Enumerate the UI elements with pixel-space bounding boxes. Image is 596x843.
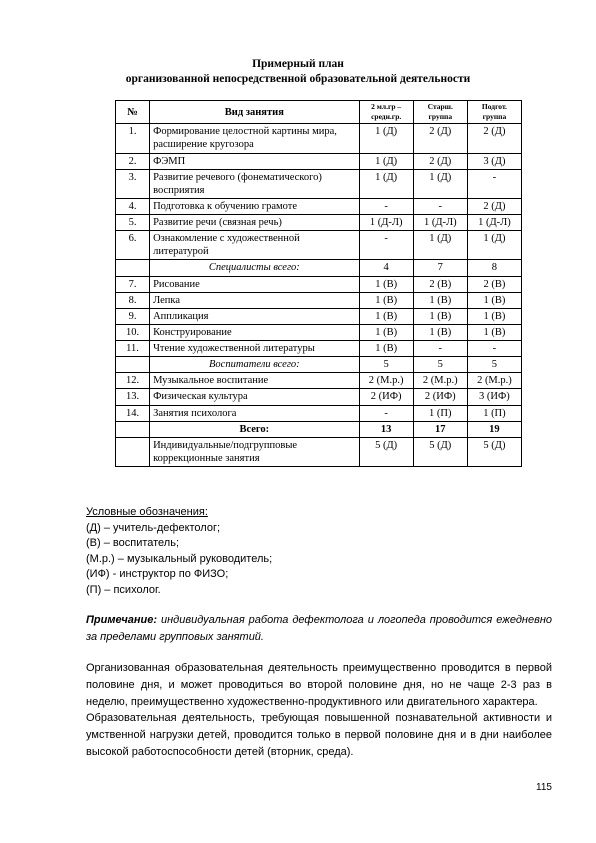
row-value: 1 (П) (467, 405, 521, 421)
row-value: - (467, 341, 521, 357)
subtotal-value: 5 (413, 357, 467, 373)
note (86, 612, 552, 646)
row-activity: Развитие речи (связная речь) (150, 215, 360, 231)
empty-cell (116, 260, 150, 276)
row-number: 4. (116, 198, 150, 214)
table-row (116, 308, 522, 324)
row-activity: Индивидуальные/подгрупповые коррекционные занятия (150, 437, 360, 466)
row-value: 5 (Д) (413, 437, 467, 466)
row-value: - (413, 198, 467, 214)
table-row (116, 169, 522, 198)
empty-cell (116, 421, 150, 437)
row-activity: Подготовка к обучению грамоте (150, 198, 360, 214)
header-preparatory: Подгот. группа (467, 101, 521, 124)
row-number: 14. (116, 405, 150, 421)
row-number: 2. (116, 153, 150, 169)
row-number: 6. (116, 231, 150, 260)
legend-item: (П) – психолог. (86, 583, 161, 596)
row-value: 2 (Д) (413, 124, 467, 153)
page-title: Примерный план (252, 58, 344, 70)
row-value: 1 (Д) (413, 169, 467, 198)
row-value: 3 (ИФ) (467, 389, 521, 405)
row-activity: Музыкальное воспитание (150, 373, 360, 389)
row-value: 1 (В) (359, 324, 413, 340)
row-value: 2 (В) (413, 276, 467, 292)
subtotal-value: 5 (359, 357, 413, 373)
row-value: 2 (Д) (413, 153, 467, 169)
row-value: 1 (В) (359, 292, 413, 308)
subtotal-label: Воспитатели всего: (150, 357, 360, 373)
row-value: - (359, 231, 413, 260)
row-value: 2 (ИФ) (359, 389, 413, 405)
subtotal-teachers-row (116, 357, 522, 373)
total-label: Всего: (150, 421, 360, 437)
row-value: 1 (В) (467, 292, 521, 308)
row-number: 9. (116, 308, 150, 324)
row-value: 1 (В) (413, 308, 467, 324)
subtotal-value: 5 (467, 357, 521, 373)
row-activity: Физическая культура (150, 389, 360, 405)
row-value: 1 (В) (359, 276, 413, 292)
page-subtitle: организованной непосредственной образовательной деятельности (125, 73, 471, 85)
total-value: 19 (467, 421, 521, 437)
subtotal-value: 7 (413, 260, 467, 276)
row-number: 12. (116, 373, 150, 389)
row-value: 1 (В) (359, 341, 413, 357)
row-value: 1 (Д) (359, 124, 413, 153)
row-number: 8. (116, 292, 150, 308)
table-row (116, 231, 522, 260)
paragraph: Образовательная деятельность, требующая повышенной познавательной активности и умственной нагрузки детей, проводится только в первой половине дня и в дни наиболее высокой работоспособности детей (вторник, среда). (86, 712, 552, 758)
row-value: 1 (Д-Л) (413, 215, 467, 231)
row-value: 1 (Д) (467, 231, 521, 260)
row-activity: Формирование целостной картины мира, расширение кругозора (150, 124, 360, 153)
row-value: 1 (Д-Л) (467, 215, 521, 231)
row-value: 5 (Д) (467, 437, 521, 466)
row-activity: Чтение художественной литературы (150, 341, 360, 357)
total-value: 13 (359, 421, 413, 437)
row-number: 11. (116, 341, 150, 357)
row-value: 1 (Д) (359, 169, 413, 198)
activity-plan-table (115, 100, 522, 467)
legend-item: (Д) – учитель-дефектолог; (86, 521, 221, 534)
subtotal-specialists-row (116, 260, 522, 276)
page-number: 115 (536, 782, 552, 793)
row-value: 1 (В) (467, 308, 521, 324)
header-senior: Старш. группа (413, 101, 467, 124)
header-activity: Вид занятия (150, 101, 360, 124)
row-value: 1 (Д) (359, 153, 413, 169)
table-row (116, 292, 522, 308)
note-label: Примечание: (86, 614, 158, 626)
row-value: 1 (В) (413, 292, 467, 308)
table-row (116, 389, 522, 405)
empty-cell (116, 357, 150, 373)
legend-item: (В) – воспитатель; (86, 537, 179, 549)
row-value: 3 (Д) (467, 153, 521, 169)
table-row (116, 405, 522, 421)
row-activity: Рисование (150, 276, 360, 292)
row-activity: Конструирование (150, 324, 360, 340)
row-value: 5 (Д) (359, 437, 413, 466)
total-row (116, 421, 522, 437)
table-header-row (116, 101, 522, 124)
table-row (116, 341, 522, 357)
row-value: 2 (М.р.) (467, 373, 521, 389)
row-activity: Занятия психолога (150, 405, 360, 421)
header-number: № (116, 101, 150, 124)
paragraph: Организованная образовательная деятельность преимущественно проводится в первой половине дня, и может проводиться во второй половине дня, но не чаще 2-3 раз в неделю, преимущественно художественно-продуктивного или двигательного характера. (86, 662, 552, 708)
row-value: - (467, 169, 521, 198)
table-row (116, 198, 522, 214)
subtotal-value: 8 (467, 260, 521, 276)
table-row (116, 324, 522, 340)
note-text: индивидуальная работа дефектолога и логопеда проводится ежедневно за пределами групповых занятий. (86, 614, 552, 643)
row-activity: Аппликация (150, 308, 360, 324)
subtotal-value: 4 (359, 260, 413, 276)
row-value: 2 (Д) (467, 124, 521, 153)
row-value: 2 (М.р.) (413, 373, 467, 389)
table-row (116, 276, 522, 292)
row-number: 10. (116, 324, 150, 340)
row-value: 1 (П) (413, 405, 467, 421)
legend-item: (М.р.) – музыкальный руководитель; (86, 552, 273, 565)
row-value: 1 (Д) (413, 231, 467, 260)
row-number: 7. (116, 276, 150, 292)
row-number: 13. (116, 389, 150, 405)
header-junior-middle: 2 мл.гр – средн.гр. (359, 101, 413, 124)
row-number: 1. (116, 124, 150, 153)
table-row (116, 373, 522, 389)
row-value: - (359, 198, 413, 214)
row-value: 1 (В) (413, 324, 467, 340)
empty-cell (116, 437, 150, 466)
row-value: 1 (В) (359, 308, 413, 324)
row-value: 2 (Д) (467, 198, 521, 214)
table-row (116, 215, 522, 231)
row-value: 1 (В) (467, 324, 521, 340)
total-value: 17 (413, 421, 467, 437)
legend-item: (ИФ) - инструктор по ФИЗО; (86, 568, 229, 580)
row-value: 1 (Д-Л) (359, 215, 413, 231)
row-activity: ФЭМП (150, 153, 360, 169)
legend-title: Условные обозначения: (86, 506, 208, 518)
table-row (116, 124, 522, 153)
row-activity: Лепка (150, 292, 360, 308)
row-number: 5. (116, 215, 150, 231)
table-row (116, 153, 522, 169)
row-value: 2 (ИФ) (413, 389, 467, 405)
legend (86, 505, 272, 598)
row-value: - (359, 405, 413, 421)
row-activity: Ознакомление с художественной литературой (150, 231, 360, 260)
row-number: 3. (116, 169, 150, 198)
table-row (116, 437, 522, 466)
row-value: - (413, 341, 467, 357)
row-value: 2 (М.р.) (359, 373, 413, 389)
subtotal-label: Специалисты всего: (150, 260, 360, 276)
row-activity: Развитие речевого (фонематического) восприятия (150, 169, 360, 198)
row-value: 2 (В) (467, 276, 521, 292)
